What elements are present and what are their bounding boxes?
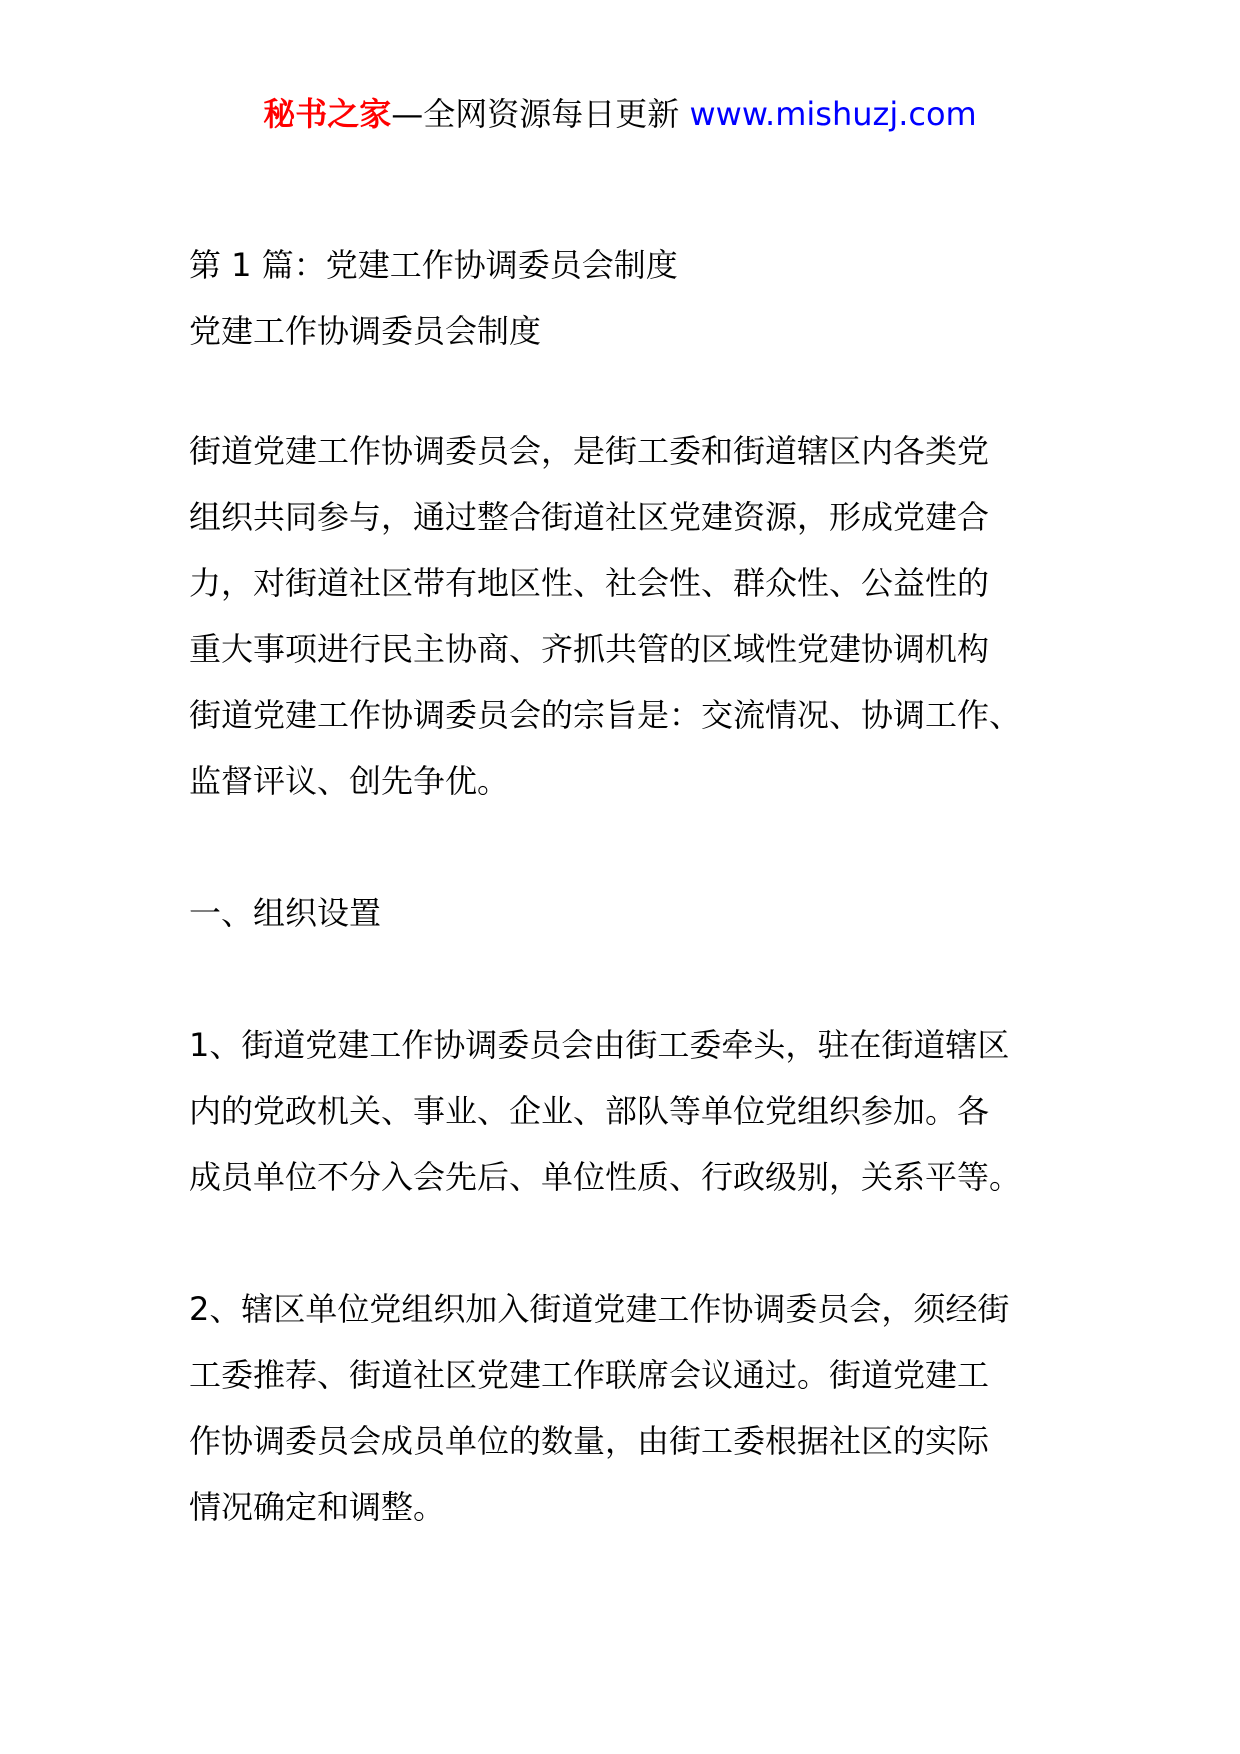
- brand-name: 秘书之家: [263, 95, 392, 133]
- paragraph-line: 1、街道党建工作协调委员会由街工委牵头，驻在街道辖区: [189, 1026, 1010, 1064]
- paragraph-line: 工委推荐、街道社区党建工作联席会议通过。街道党建工: [189, 1356, 990, 1394]
- paragraph-line: 街道党建工作协调委员会的宗旨是：交流情况、协调工作、: [189, 696, 1022, 734]
- paragraph-line: 成员单位不分入会先后、单位性质、行政级别，关系平等。: [189, 1158, 1022, 1196]
- paragraph-line: 作协调委员会成员单位的数量，由街工委根据社区的实际: [189, 1422, 990, 1460]
- intro-paragraph: [189, 418, 1189, 814]
- paragraph-line: 内的党政机关、事业、企业、部队等单位党组织参加。各: [189, 1092, 990, 1130]
- chapter-title: 第 1 篇：党建工作协调委员会制度: [189, 246, 678, 284]
- paragraph-line: 重大事项进行民主协商、齐抓共管的区域性党建协调机构: [189, 630, 990, 668]
- item-1-paragraph: [189, 1012, 1189, 1210]
- document-body: [189, 232, 1189, 1540]
- paragraph-line: 2、辖区单位党组织加入街道党建工作协调委员会，须经街: [189, 1290, 1010, 1328]
- banner-tagline: —全网资源每日更新: [391, 95, 690, 133]
- paragraph-line: 街道党建工作协调委员会，是街工委和街道辖区内各类党: [189, 432, 990, 470]
- paragraph-line: 监督评议、创先争优。: [189, 762, 510, 800]
- paragraph-line: 力，对街道社区带有地区性、社会性、群众性、公益性的: [189, 564, 990, 602]
- document-title: 党建工作协调委员会制度: [189, 312, 542, 350]
- section-heading: 一、组织设置: [189, 894, 382, 932]
- paragraph-line: 情况确定和调整。: [189, 1488, 446, 1526]
- item-2-paragraph: [189, 1276, 1189, 1540]
- site-url[interactable]: www.mishuzj.com: [689, 95, 977, 133]
- paragraph-line: 组织共同参与，通过整合街道社区党建资源，形成党建合: [189, 498, 990, 536]
- site-banner: [0, 94, 1240, 134]
